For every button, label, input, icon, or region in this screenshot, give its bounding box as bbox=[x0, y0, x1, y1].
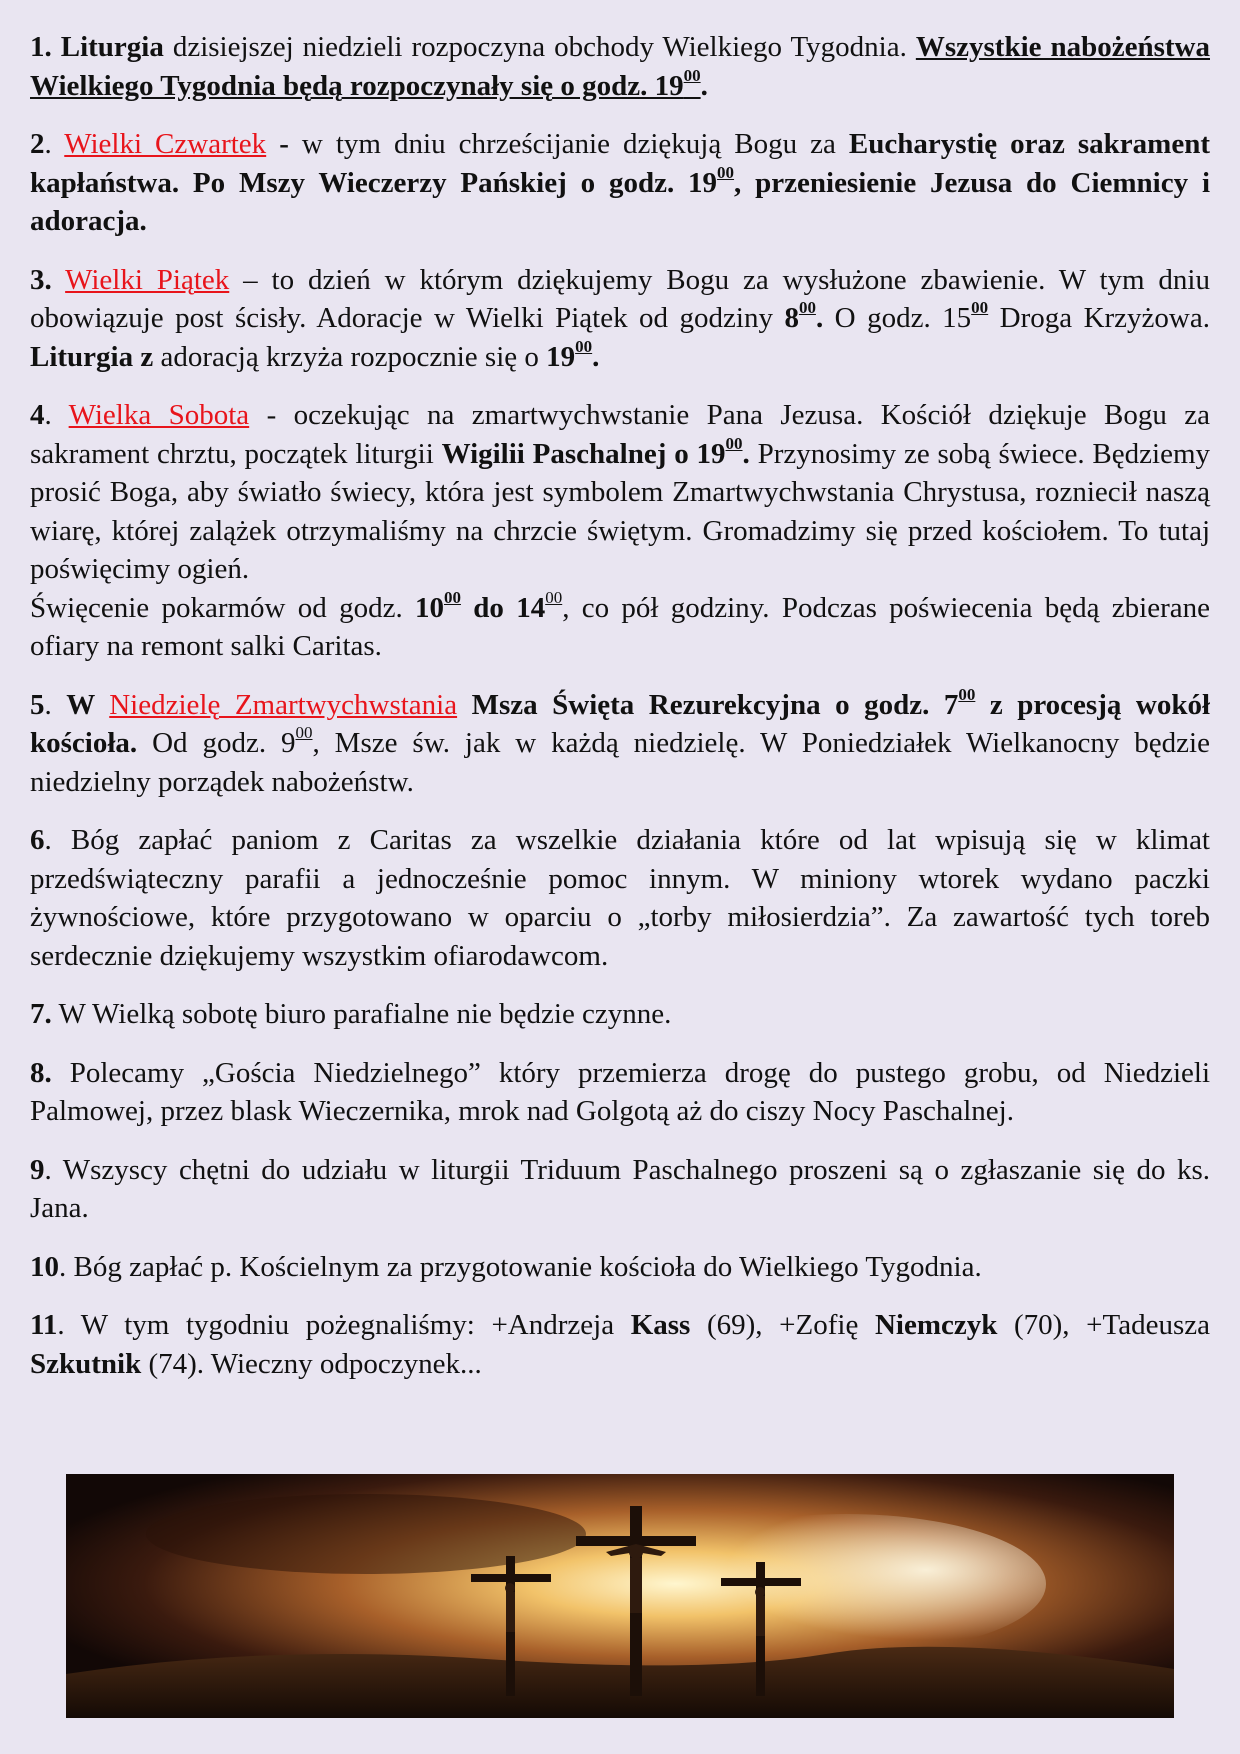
announcement-1: 1. Liturgia dzisiejszej niedzieli rozpoczyna obchody Wielkiego Tygodnia. Wszystkie nabożeństwa Wielkiego Tygodnia będą rozpoczynały się o godz. $19^{00}$. bbox=[30, 31, 1210, 102]
item-number: 5 bbox=[30, 688, 45, 721]
item-number: 6 bbox=[30, 824, 45, 856]
holy-saturday-heading: Wielka Sobota bbox=[68, 399, 250, 431]
announcement-4: 4. Wielka Sobota - oczekując na zmartwychwstanie Pana Jezusa. Kościół dziękuje Bogu za sakrament chrztu, początek liturgii Wigilii Paschalnej o $19^{00}$. Przynosimy ze sobą świece. Będziemy prosić Boga, aby światło świecy, która jest symbolem Zmartwychwstania Chrystusa, rozniecił naszą wiarę, której zalążek otrzymaliśmy na chrzcie świętym. Gromadzimy się przed kościołem. To tutaj poświęcimy ogień. Święcenie pokarmów od godz. $10^{00}$ do $14^{00}$, co pół godziny. Podczas poświecenia będą zbierane ofiary na remont salki Caritas. bbox=[30, 399, 1211, 662]
item-number: 10 bbox=[30, 1250, 59, 1283]
announcement-6 bbox=[30, 821, 1210, 975]
deceased-name: Niemczyk bbox=[874, 1309, 998, 1341]
service-time-note: Wszystkie nabożeństwa Wielkiego Tygodnia będą rozpoczynały się o godz. $19^{00}$ bbox=[30, 31, 1210, 102]
announcement-text: . Bóg zapłać paniom z Caritas za wszelkie działania które od lat wpisują się w klimat przedświąteczny parafii a jednocześnie pomoc innym. W miniony wtorek wydano paczki żywnościowe, które przygotowano w oparciu o „torby miłosierdzia”. Za zawartość tych toreb serdecznie dziękujemy wszystkim ofiarodawcom. bbox=[30, 824, 1210, 972]
announcement-8 bbox=[30, 1054, 1210, 1131]
item-number: 8. bbox=[30, 1056, 52, 1089]
item-number: 7. bbox=[30, 998, 52, 1030]
announcement-5: 5. W Niedzielę Zmartwychwstania Msza Święta Rezurekcyjna o godz. $7^{00}$ z procesją wokół kościoła. Od godz. $9^{00}$, Msze św. jak w każdą niedzielę. W Poniedziałek Wielkanocny będzie niedzielny porządek nabożeństw. bbox=[30, 684, 1210, 798]
three-crosses-golgotha-image bbox=[66, 1474, 1174, 1718]
item-number: 11 bbox=[30, 1309, 58, 1341]
item-number: 1. bbox=[30, 31, 52, 63]
announcements-list bbox=[30, 28, 1210, 1403]
announcement-7 bbox=[30, 995, 1210, 1034]
deceased-name: Kass bbox=[630, 1309, 691, 1341]
liturgy-word: Liturgia bbox=[60, 31, 164, 63]
announcement-text: Polecamy „Gościa Niedzielnego” który przemierza drogę do pustego grobu, od Niedzieli Palmowej, przez blask Wieczernika, mrok nad Golgotą aż do ciszy Nocy Paschalnej. bbox=[30, 1056, 1210, 1127]
item-number: 3. bbox=[30, 263, 52, 296]
good-friday-heading: Wielki Piątek bbox=[65, 263, 230, 296]
announcement-3: 3. Wielki Piątek – to dzień w którym dziękujemy Bogu za wysłużone zbawienie. W tym dniu obowiązuje post ścisły. Adoracje w Wielki Piątek od godziny $8^{00}$. O godz. $15^{00}$ Droga Krzyżowa. Liturgia z adoracją krzyża rozpocznie się o $19^{00}$. bbox=[30, 263, 1210, 373]
announcement-text: . Bóg zapłać p. Kościelnym za przygotowanie kościoła do Wielkiego Tygodnia. bbox=[59, 1250, 982, 1283]
announcement-10 bbox=[30, 1248, 1210, 1287]
announcement-9 bbox=[30, 1151, 1210, 1228]
announcement-text: W Wielką sobotę biuro parafialne nie będzie czynne. bbox=[51, 998, 672, 1030]
announcement-2: 2. Wielki Czwartek - w tym dniu chrześcijanie dziękują Bogu za Eucharystię oraz sakrament kapłaństwa. Po Mszy Wieczerzy Pańskiej o godz. $19^{00}$, przeniesienie Jezusa do Ciemnicy i adoracja. bbox=[30, 128, 1210, 237]
announcement-text: . Wszyscy chętni do udziału w liturgii Triduum Paschalnego proszeni są o zgłaszanie się do ks. Jana. bbox=[30, 1153, 1210, 1224]
announcement-11: 11. W tym tygodniu pożegnaliśmy: +Andrzeja Kass (69), +Zofię Niemczyk (70), +Tadeusza Szkutnik (74). Wieczny odpoczynek... bbox=[30, 1309, 1210, 1380]
item-number: 4 bbox=[30, 399, 45, 431]
item-number: 9 bbox=[30, 1153, 45, 1186]
crosses-illustration bbox=[66, 1474, 1174, 1718]
easter-sunday-heading: Niedzielę Zmartwychwstania bbox=[109, 688, 458, 721]
announcement-text: dzisiejszej niedzieli rozpoczyna obchody Wielkiego Tygodnia. bbox=[163, 31, 916, 63]
holy-thursday-heading: Wielki Czwartek bbox=[64, 128, 267, 160]
deceased-name: Szkutnik bbox=[30, 1347, 142, 1380]
item-number: 2 bbox=[30, 128, 45, 160]
